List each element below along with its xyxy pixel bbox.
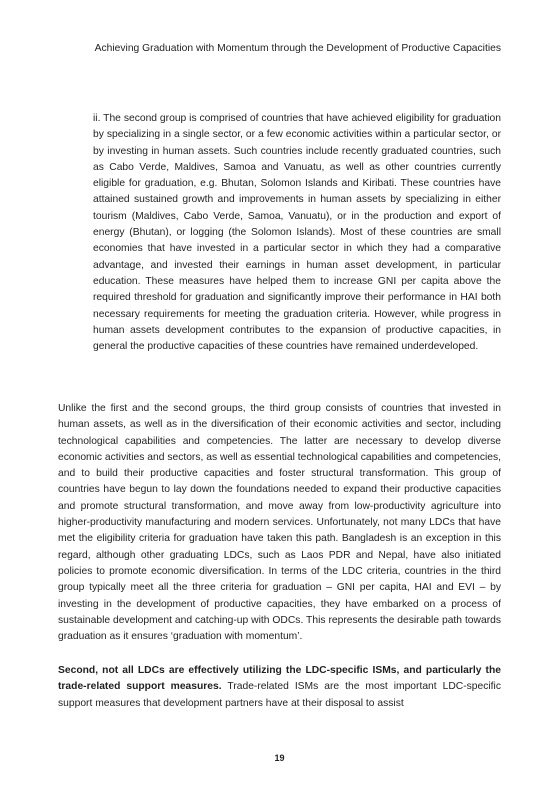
second-point-text: Trade-related ISMs are the most important LDC-specific support measures that development partners have at their disposal to assist	[58, 681, 501, 709]
third-group-paragraph: Unlike the first and the second groups, the third group consists of countries that invested in human assets, as well as in the diversification of their economic activities and sector, including technological capabilities and competencies. The latter are necessary to develop diverse economic activities and sectors, as well as essential technological capabilities and competencies, and to build their productive capacities and foster structural transformation. This group of countries have begun to lay down the foundations needed to expand their productive capacities and promote structural transformation, and move away from low-productivity agriculture into higher-productivity manufacturing and modern services. Unfortunately, not many LDCs that have met the eligibility criteria for graduation have taken this path. Bangladesh is an exception in this regard, although other graduating LDCs, such as Laos PDR and Nepal, have also initiated policies to promote economic diversification. In terms of the LDC criteria, countries in the third group typically meet all the three criteria for graduation – GNI per capita, HAI and EVI – by investing in the development of productive capacities, they have embarked on a process of sustainable development and catching-up with ODCs. This represents the desirable path towards graduation as it ensures ‘graduation with momentum’.	[58, 403, 501, 643]
page-number: 19	[274, 753, 285, 763]
running-header: Achieving Graduation with Momentum through the Development of Productive Capacities	[94, 43, 501, 54]
group-ii-paragraph: ii. The second group is comprised of countries that have achieved eligibility for graduation by specializing in a single sector, or a few economic activities within a particular sector, or by investing in human assets. Such countries include recently graduated countries, such as Cabo Verde, Maldives, Samoa and Vanuatu, as well as other countries currently eligible for graduation, e.g. Bhutan, Solomon Islands and Kiribati. These countries have attained sustained growth and improvements in human assets by specializing in either tourism (Maldives, Cabo Verde, Samoa, Vanuatu), or in the production and export of energy (Bhutan), or logging (the Solomon Islands). Most of these countries are small economies that have invested in a particular sector in which they had a comparative advantage, and invested their earnings in human asset development, in particular education. These measures have helped them to increase GNI per capita above the required threshold for graduation and significantly improve their performance in HAI both necessary requirements for meeting the graduation criteria. However, while progress in human assets development contributes to the expansion of productive capacities, in general the productive capacities of these countries have remained underdeveloped.	[93, 113, 501, 353]
second-point-paragraph	[58, 663, 501, 712]
second-point-lead: Second, not all LDCs are effectively utilizing the LDC-specific ISMs, and particularly the trade-related support measures.	[58, 665, 501, 693]
